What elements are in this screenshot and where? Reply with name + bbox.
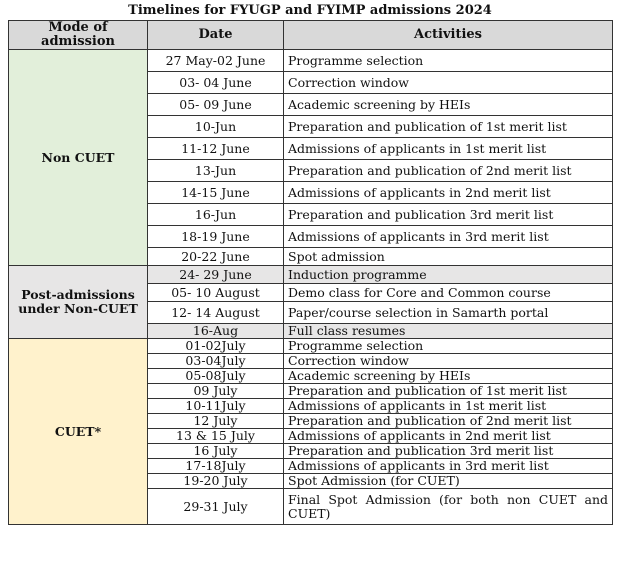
- date-cell: 16-Aug: [148, 324, 284, 339]
- mode-post-admissions: Post-admissions under Non-CUET: [9, 266, 148, 339]
- activity-cell: Preparation and publication 3rd merit list: [284, 444, 613, 459]
- table-header-row: [9, 21, 613, 50]
- activity-cell: Preparation and publication of 1st merit list: [284, 384, 613, 399]
- date-cell: 05- 09 June: [148, 94, 284, 116]
- activity-cell: Admissions of applicants in 2nd merit list: [284, 429, 613, 444]
- activity-cell: Programme selection: [284, 339, 613, 354]
- date-cell: 09 July: [148, 384, 284, 399]
- mode-cuet: CUET*: [9, 339, 148, 525]
- date-cell: 29-31 July: [148, 489, 284, 525]
- activity-cell: Programme selection: [284, 50, 613, 72]
- activity-cell: Final Spot Admission (for both non CUET and CUET): [284, 489, 613, 525]
- activity-cell: Correction window: [284, 354, 613, 369]
- date-cell: 10-11July: [148, 399, 284, 414]
- activity-cell: Academic screening by HEIs: [284, 369, 613, 384]
- activity-cell: Academic screening by HEIs: [284, 94, 613, 116]
- activity-cell: Admissions of applicants in 1st merit list: [284, 399, 613, 414]
- date-cell: 27 May-02 June: [148, 50, 284, 72]
- activity-cell: Spot Admission (for CUET): [284, 474, 613, 489]
- activity-cell: Full class resumes: [284, 324, 613, 339]
- date-cell: 05-08July: [148, 369, 284, 384]
- date-cell: 11-12 June: [148, 138, 284, 160]
- activity-cell: Correction window: [284, 72, 613, 94]
- activity-cell: Spot admission: [284, 248, 613, 266]
- table-row: [9, 50, 613, 72]
- mode-non-cuet: Non CUET: [9, 50, 148, 266]
- date-cell: 17-18July: [148, 459, 284, 474]
- header-date: Date: [148, 21, 284, 50]
- activity-cell: Admissions of applicants in 2nd merit list: [284, 182, 613, 204]
- date-cell: 19-20 July: [148, 474, 284, 489]
- activity-cell: Admissions of applicants in 3rd merit list: [284, 226, 613, 248]
- date-cell: 03- 04 June: [148, 72, 284, 94]
- activity-cell: Admissions of applicants in 1st merit list: [284, 138, 613, 160]
- activity-cell: Preparation and publication of 2nd merit list: [284, 414, 613, 429]
- admissions-timeline-table: [8, 20, 613, 525]
- date-cell: 10-Jun: [148, 116, 284, 138]
- date-cell: 13 & 15 July: [148, 429, 284, 444]
- date-cell: 12 July: [148, 414, 284, 429]
- activity-cell: Admissions of applicants in 3rd merit list: [284, 459, 613, 474]
- table-row: [9, 339, 613, 354]
- table-row: [9, 266, 613, 284]
- date-cell: 16 July: [148, 444, 284, 459]
- date-cell: 20-22 June: [148, 248, 284, 266]
- date-cell: 13-Jun: [148, 160, 284, 182]
- date-cell: 05- 10 August: [148, 284, 284, 302]
- activity-cell: Demo class for Core and Common course: [284, 284, 613, 302]
- date-cell: 12- 14 August: [148, 302, 284, 324]
- date-cell: 24- 29 June: [148, 266, 284, 284]
- activity-cell: Preparation and publication 3rd merit list: [284, 204, 613, 226]
- activity-cell: Preparation and publication of 1st merit list: [284, 116, 613, 138]
- date-cell: 16-Jun: [148, 204, 284, 226]
- date-cell: 03-04July: [148, 354, 284, 369]
- activity-cell: Paper/course selection in Samarth portal: [284, 302, 613, 324]
- header-mode: Mode of admission: [9, 21, 148, 50]
- page-title: Timelines for FYUGP and FYIMP admissions 2024: [128, 3, 492, 18]
- activity-cell: Preparation and publication of 2nd merit list: [284, 160, 613, 182]
- header-activities: Activities: [284, 21, 613, 50]
- date-cell: 01-02July: [148, 339, 284, 354]
- date-cell: 18-19 June: [148, 226, 284, 248]
- activity-cell: Induction programme: [284, 266, 613, 284]
- date-cell: 14-15 June: [148, 182, 284, 204]
